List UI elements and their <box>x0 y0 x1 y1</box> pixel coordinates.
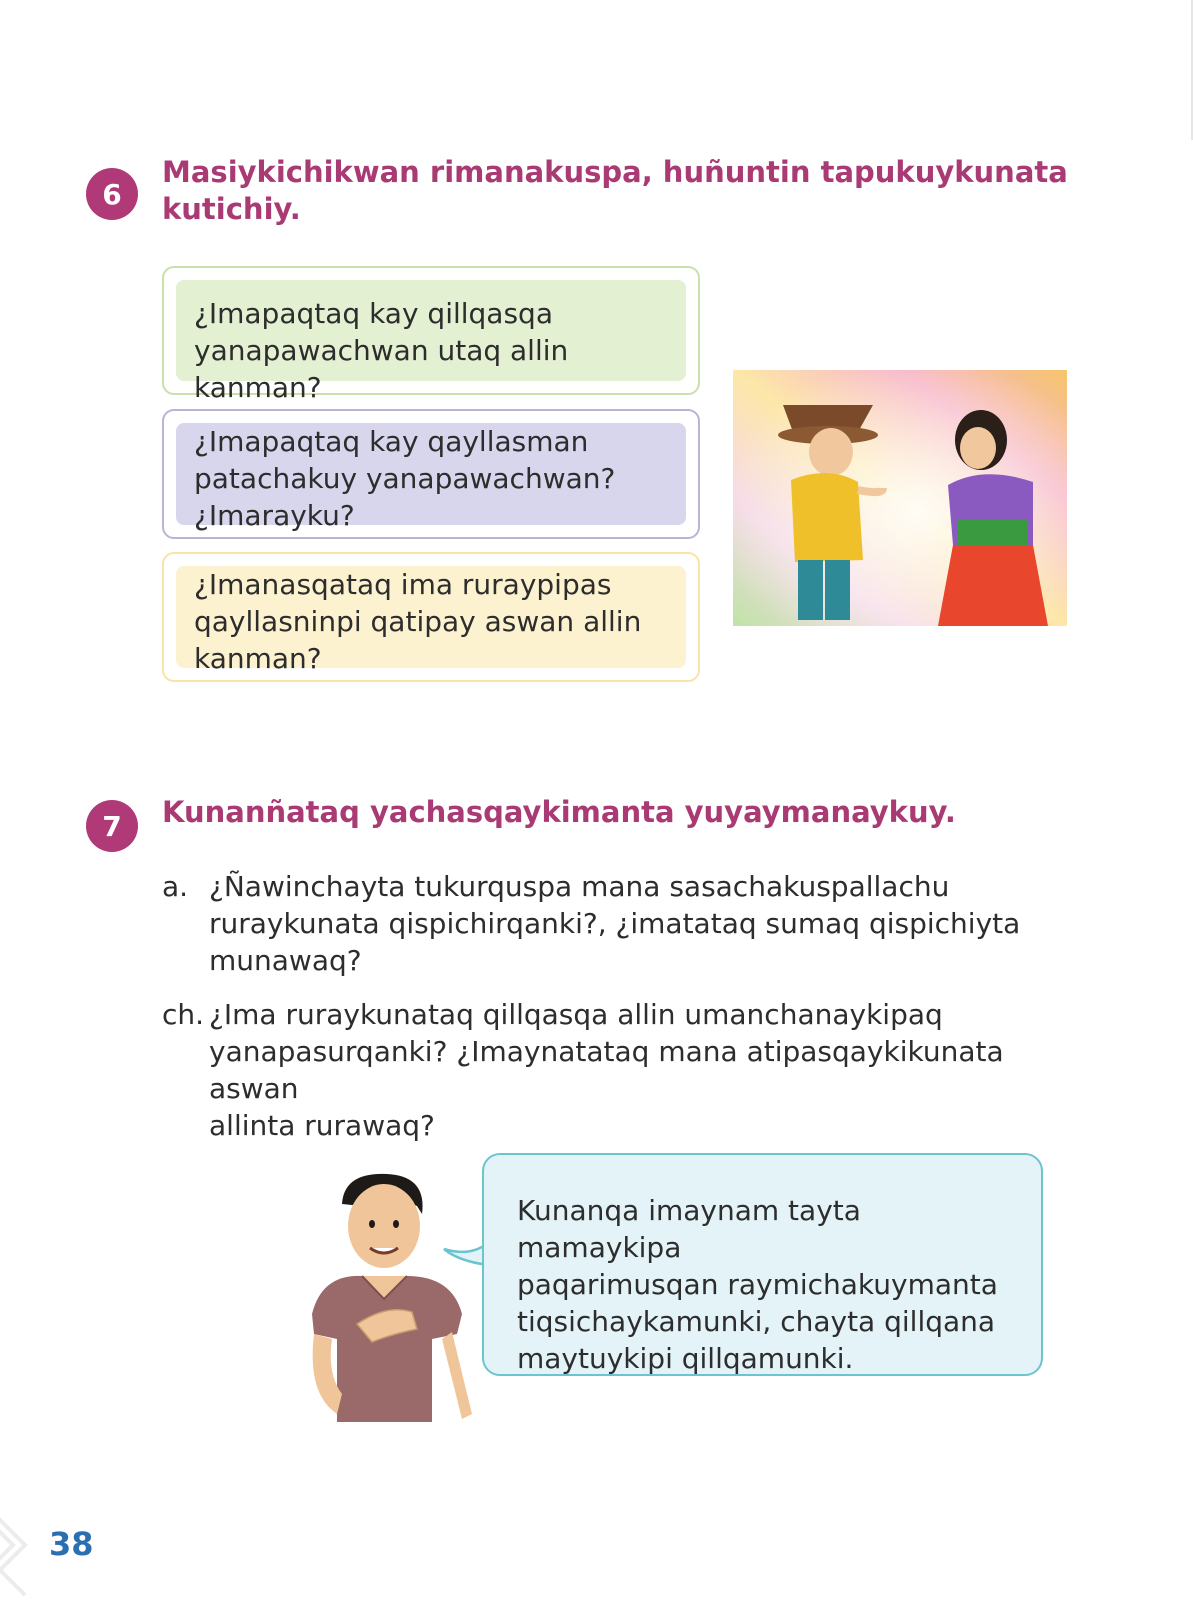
section-6-title-line2: kutichiy. <box>162 192 301 226</box>
question-box-1 <box>162 266 700 404</box>
question-3-line: kanman? <box>194 642 322 675</box>
question-1-text <box>194 295 680 406</box>
speech-bubble <box>482 1153 1043 1376</box>
list-item-line: allinta rurawaq? <box>209 1109 435 1142</box>
corner-pattern-decoration <box>0 1500 50 1600</box>
list-item <box>162 868 1082 979</box>
question-2-line: ¿Imapaqtaq kay qayllasman <box>194 425 589 458</box>
question-2-line: patachakuy yanapawachwan? <box>194 462 616 495</box>
section-7-number: 7 <box>102 809 122 843</box>
children-talking-illustration <box>733 370 1067 626</box>
question-2-text <box>194 423 680 534</box>
section-7-list <box>162 868 1082 1161</box>
question-3-text <box>194 566 680 677</box>
list-item-line: yanapasurqanki? ¿Imaynatataq mana atipasqaykikunata aswan <box>209 1035 1004 1105</box>
speech-line: Kunanqa imaynam tayta mamaykipa <box>517 1194 861 1264</box>
list-item-line: ¿Ñawinchayta tukurquspa mana sasachakuspallachu <box>209 870 950 903</box>
list-item-marker: a. <box>162 870 189 903</box>
list-item-line: ¿Ima ruraykunataq qillqasqa allin umanchanaykipaq <box>209 998 943 1031</box>
section-6-number: 6 <box>102 177 122 211</box>
section-7-badge <box>86 800 138 852</box>
question-3-line: ¿Imanasqataq ima ruraypipas <box>194 568 612 601</box>
question-2-line: ¿Imarayku? <box>194 499 355 532</box>
list-item-line: ruraykunata qispichirqanki?, ¿imatataq sumaq qispichiyta <box>209 907 1021 940</box>
list-item <box>162 996 1082 1144</box>
list-item-marker: ch. <box>162 998 205 1031</box>
speech-bubble-text <box>517 1192 1021 1377</box>
boy-speaking-illustration <box>302 1164 487 1424</box>
section-6-badge <box>86 168 138 220</box>
list-item-line: munawaq? <box>209 944 362 977</box>
section-6-title <box>162 154 1122 228</box>
question-box-3 <box>162 552 700 682</box>
question-box-2 <box>162 409 700 539</box>
speech-line: paqarimusqan raymichakuymanta <box>517 1268 998 1301</box>
question-1-line: ¿Imapaqtaq kay qillqasqa <box>194 297 553 330</box>
question-3-line: qayllasninpi qatipay aswan allin <box>194 605 642 638</box>
speech-line: maytuykipi qillqamunki. <box>517 1342 854 1375</box>
section-6-title-line1: Masiykichikwan rimanakuspa, huñuntin tapukuykunata <box>162 155 1068 189</box>
speech-line: tiqsichaykamunki, chayta qillqana <box>517 1305 996 1338</box>
page-number: 38 <box>49 1525 94 1563</box>
question-1-line: yanapawachwan utaq allin kanman? <box>194 334 569 404</box>
section-7-title: Kunanñataq yachasqaykimanta yuyaymanaykuy. <box>162 795 956 829</box>
